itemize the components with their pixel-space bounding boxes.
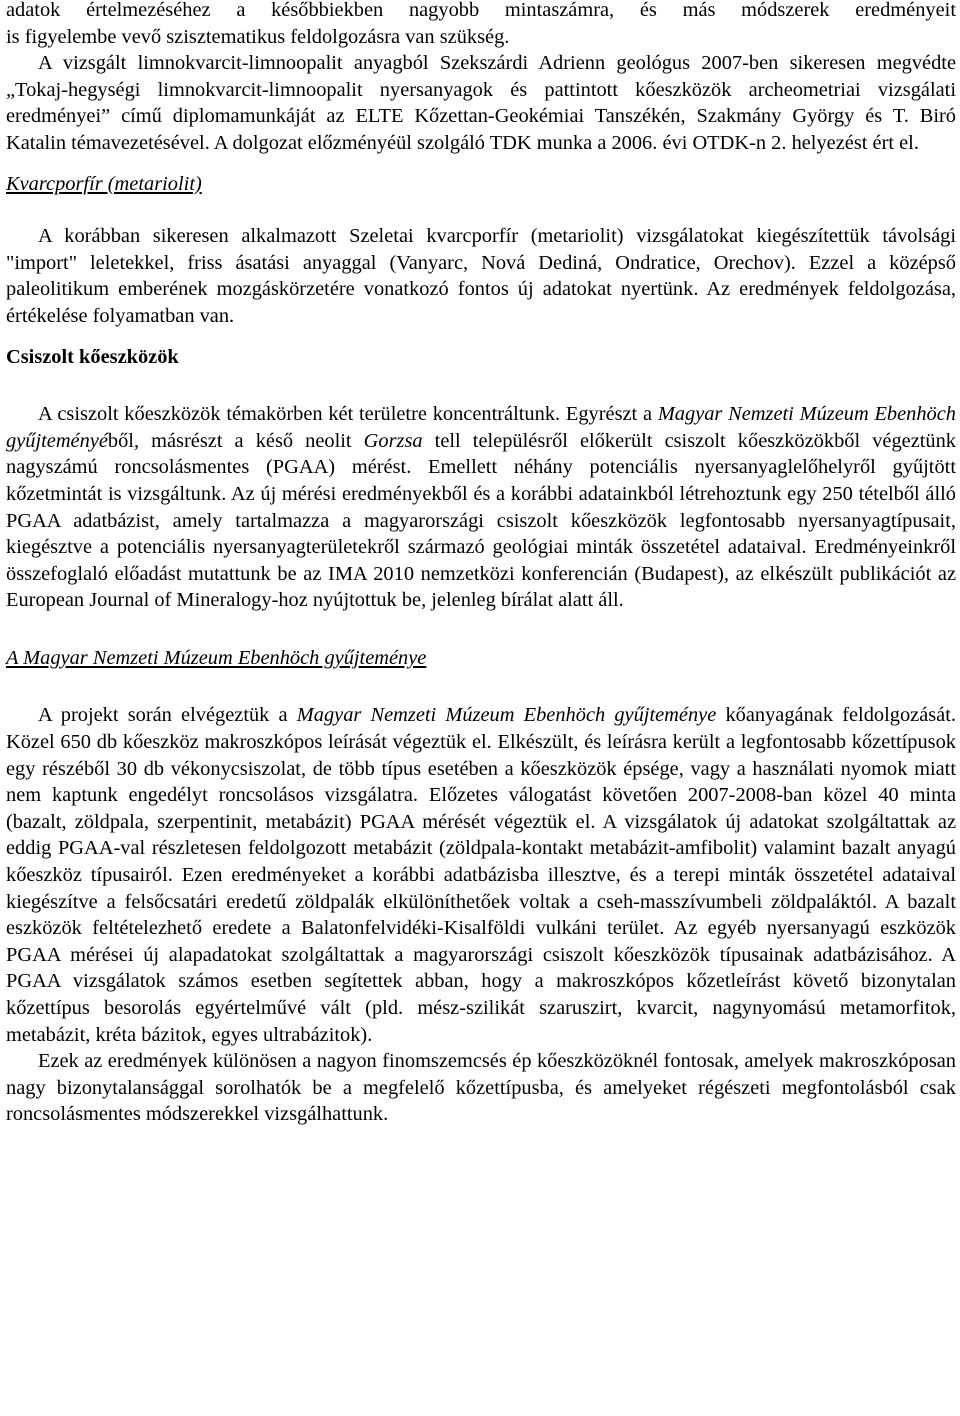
paragraph-ebenhoch [6, 702, 956, 1048]
paragraph-csiszolt-italic-2: Gorzsa [363, 429, 423, 452]
paragraph-continuation [6, 0, 956, 24]
paragraph-thesis: A vizsgált limnokvarcit-limnoopalit anyagból Szekszárdi Adrienn geológus 2007-ben sikeresen megvédte „Tokaj-hegységi limnokvarcit-limnoopalit nyersanyagok és pattintott kőeszközök archeometriai vizsgálati eredményei” című diplomamunkáját az ELTE Kőzettan-Geokémiai Tanszékén, Szakmány György és T. Biró Katalin témavezetésével. A dolgozat előzményéül szolgáló TDK munka a 2006. évi OTDK-n 2. helyezést ért el. [6, 52, 956, 154]
paragraph-ebenhoch-italic-1: Magyar Nemzeti Múzeum Ebenhöch gyűjteménye [296, 704, 717, 727]
paragraph-csiszolt-text-3: tell településről előkerült csiszolt kőeszközökből végeztünk nagyszámú roncsolásmentes (PGAA) mérést. Emellett néhány potenciális nyersanyaglelőhelyről gyűjtött kőzetmintát is vizsgáltunk. Az új mérési eredményekből és a korábbi adatainkból létrehoztunk egy 250 tételből álló PGAA adatbázist, amely tartalmazza a magyarországi csiszolt kőeszközök legfontosabb nyersanyagtípusait, kiegésztve a potenciális nyersanyagterületekről származó geológiai minták összetétel adataival. Eredményeinkről összefoglaló előadást mutattunk be az IMA 2010 nemzetközi konferencián (Budapest), az elkészült publikációt az European Journal of Mineralogy-hoz nyújtottuk be, jelenleg bírálat alatt áll. [6, 429, 956, 612]
paragraph-ebenhoch-text-2: kőanyagának feldolgozását. Közel 650 db kőeszköz makroszkópos leírását végeztük el. Elkészült, és leírásra került a legfontosabb kőzettípusok egy részéből 30 db vékonycsiszolat, de több típus esetében a kőeszközök épsége, vagy a használati nyomok miatt nem kaptunk engedélyt roncsolásos vizsgálatra. Előzetes válogatást követően 2007-2008-ban közel 40 minta (bazalt, zöldpala, szerpentinit, metabázit) PGAA mérését végeztük el. A vizsgálatok új adatokat szolgáltattak az eddig PGAA-val részletesen feldolgozott metabázit (zöldpala-kontakt metabázit-amfibolit) valamint bazalt anyagú kőeszköz típusairól. Ezen eredményeket a korábbi adatbázisba illesztve, és a terepi minták összetétel adataival kiegészítve a felsőcsatári eredetű zöldpalák elkülöníthetőek voltak a cseh-masszívumbeli zöldpaláktól. A bazalt eszközök feltételezhető eredete a Balatonfelvidéki-Kisalföldi vulkáni terület. Az egyéb nyersanyagú eszközök PGAA mérései új alapadatokat szolgáltattak a magyarországi csiszolt kőeszközök típusainak adatbázisához. A PGAA vizsgálatok számos esetben segítettek abban, hogy a makroszkópos kőzetleírást követő bizonytalan kőzettípus besorolás egyértelművé vált (pld. mész-szilikát szaruszirt, kvarcit, nagynyomású metamorfitok, metabázit, kréta bázitok, egyes ultrabázitok). [6, 704, 956, 1046]
paragraph-csiszolt [6, 401, 956, 614]
paragraph-continuation-end: is figyelembe vevő szisztematikus feldolgozásra van szükség. [6, 25, 510, 48]
paragraph-continuation-line-1: adatok értelmezéséhez a későbbiekben nagyobb mintaszámra, és más módszerek eredményeit [6, 0, 956, 21]
paragraph-csiszolt-italic-1: Magyar Nemzeti Múzeum Ebenhöch gyűjteményé [6, 403, 956, 452]
paragraph-csiszolt-text-1: A csiszolt kőeszközök témakörben két területre koncentráltunk. Egyrészt a [38, 403, 658, 426]
paragraph-conclusion: Ezek az eredmények különösen a nagyon finomszemcsés ép kőeszközöknél fontosak, amelyek makroszkóposan nagy bizonytalansággal sorolhatók be a megfelelő kőzettípusba, és amelyeket régészeti megfontolásból csak roncsolásmentes módszerekkel vizsgálhattunk. [6, 1050, 956, 1126]
section-heading-kvarcporfir: Kvarcporfír (metariolit) [6, 172, 202, 195]
section-heading-csiszolt: Csiszolt kőeszközök [6, 345, 179, 368]
paragraph-ebenhoch-text-1: A projekt során elvégeztük a [38, 704, 297, 727]
section-heading-ebenhoch: A Magyar Nemzeti Múzeum Ebenhöch gyűjteménye [6, 646, 427, 669]
paragraph-kvarcporfir: A korábban sikeresen alkalmazott Szeletai kvarcporfír (metariolit) vizsgálatokat kiegészítettük távolsági "import" leletekkel, friss ásatási anyaggal (Vanyarc, Nová Dediná, Ondratice, Orechov). Ezzel a középső paleolitikum emberének mozgáskörzetére vonatkozó fontos új adatokat nyertünk. Az eredmények feldolgozása, értékelése folyamatban van. [6, 225, 956, 327]
paragraph-csiszolt-text-2: ből, másrészt a késő neolit [107, 429, 364, 452]
document-page [6, 0, 956, 1128]
